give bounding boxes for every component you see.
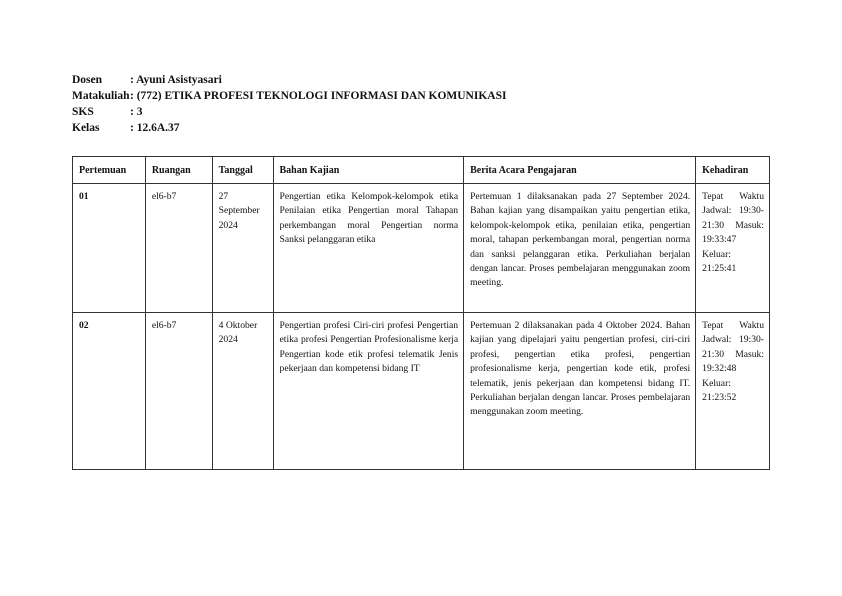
cell-kehadiran: Tepat Waktu Jadwal: 19:30-21:30 Masuk: 19:33:47 Keluar: 21:25:41 [696, 184, 770, 313]
cell-pertemuan: 01 [73, 184, 146, 313]
table-row [73, 313, 770, 470]
sks-row [72, 104, 506, 120]
sks-label: SKS [72, 106, 94, 118]
cell-berita-acara: Pertemuan 1 dilaksanakan pada 27 September 2024. Bahan kajian yang disampaikan yaitu pengertian etika, kelompok-kelompok etika, penilaian etika, pengertian moral, tahapan perkembangan moral, pengertian norma dan sanksi pelanggaran etika. Perkuliahan berjalan dengan lancar. Proses pembelajaran menggunakan zoom meeting. [464, 184, 696, 313]
column-header-pertemuan: Pertemuan [73, 157, 146, 184]
column-header-berita-acara: Berita Acara Pengajaran [464, 157, 696, 184]
dosen-value: : Ayuni Asistyasari [130, 74, 222, 86]
column-header-ruangan: Ruangan [145, 157, 212, 184]
cell-tanggal: 4 Oktober 2024 [212, 313, 273, 470]
table-header-row [73, 157, 770, 184]
cell-berita-acara: Pertemuan 2 dilaksanakan pada 4 Oktober 2024. Bahan kajian yang dipelajari yaitu pengertian profesi, ciri-ciri profesi, pengertian etika profesi, pengertian profesionalisme kerja, pengertian kode etik, profesi telematik, jenis pekerjaan dan kompetensi bidang IT. Perkuliahan berjalan dengan lancar. Proses pembelajaran menggunakan zoom meeting. [464, 313, 696, 470]
cell-ruangan: el6-b7 [145, 184, 212, 313]
cell-pertemuan: 02 [73, 313, 146, 470]
matakuliah-value: : (772) ETIKA PROFESI TEKNOLOGI INFORMASI DAN KOMUNIKASI [130, 90, 507, 102]
matakuliah-label: Matakuliah [72, 90, 130, 102]
kelas-row [72, 120, 506, 136]
course-info [72, 72, 506, 136]
kelas-label: Kelas [72, 122, 100, 134]
cell-bahan-kajian: Pengertian etika Kelompok-kelompok etika Penilaian etika Pengertian moral Tahapan perkembangan moral Pengertian norma Sanksi pelanggaran etika [273, 184, 464, 313]
sks-value: : 3 [130, 106, 143, 118]
column-header-bahan-kajian: Bahan Kajian [273, 157, 464, 184]
matakuliah-row [72, 88, 506, 104]
column-header-kehadiran: Kehadiran [696, 157, 770, 184]
dosen-label: Dosen [72, 74, 103, 86]
teaching-journal-table [72, 156, 770, 470]
cell-kehadiran: Tepat Waktu Jadwal: 19:30-21:30 Masuk: 19:32:48 Keluar: 21:23:52 [696, 313, 770, 470]
cell-tanggal: 27 September 2024 [212, 184, 273, 313]
dosen-row [72, 72, 506, 88]
kelas-value: : 12.6A.37 [130, 122, 180, 134]
cell-bahan-kajian: Pengertian profesi Ciri-ciri profesi Pengertian etika profesi Pengertian Profesionalisme kerja Pengertian kode etik profesi telematik Jenis pekerjaan dan kompetensi bidang IT [273, 313, 464, 470]
table-row [73, 184, 770, 313]
column-header-tanggal: Tanggal [212, 157, 273, 184]
cell-ruangan: el6-b7 [145, 313, 212, 470]
